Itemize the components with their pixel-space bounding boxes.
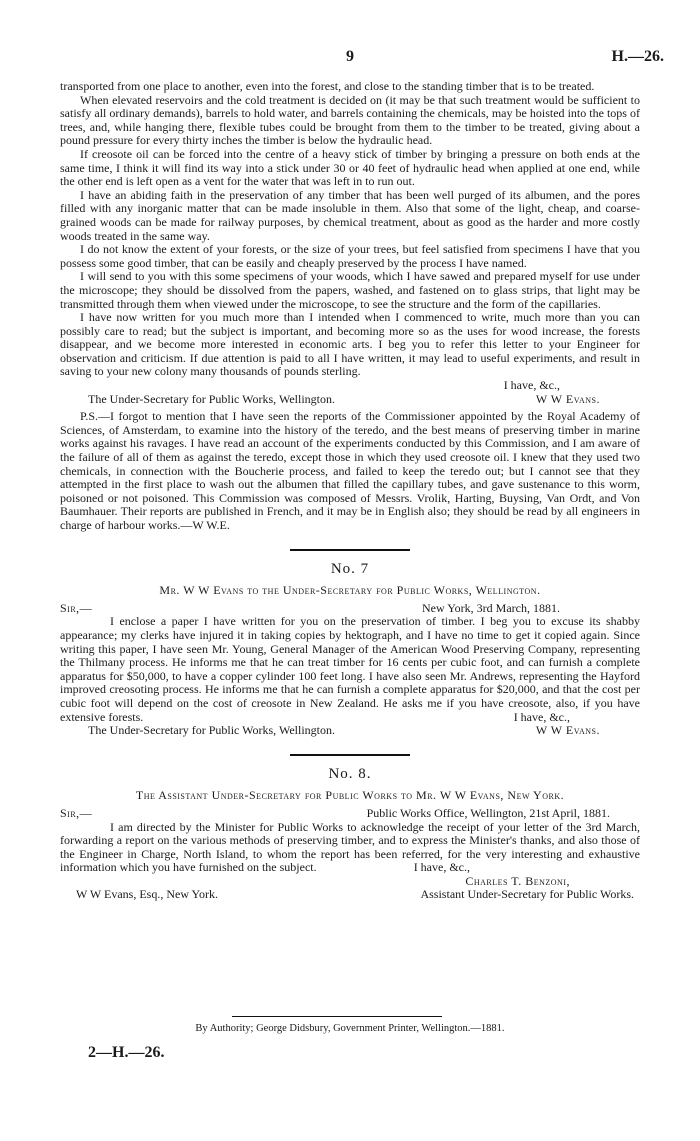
paragraph: I will send to you with this some specimens of your woods, which I have sawed and prepared myself for use under the microscope; they should be dissolved from the papers, washed, and fastened on to glass strips, that light may be transmitted through them when viewed under the microscope, to see the structure and the form of the capillaries. <box>60 269 640 311</box>
paragraph: I enclose a paper I have written for you on the preservation of timber. I beg you to excuse its shabby appearance; my clerks have injured it in taking copies by hektograph, and I have no time to get it copied again. Since writing this paper, I have seen Mr. Young, General Manager of the American Wood Preserving Company, representing the Thilmany process. He informs me that he can treat timber for 16 cents per cubic foot, and can furnish a complete apparatus for $50,000, to have a copper cylinder 100 feet long. I have also seen Mr. Andrews, representing the Hayford improved creosoting process. He informs me that he can furnish a complete apparatus for $20,000, and that the cost per cubic foot will depend on the cost of creosote in New Zealand. He asks me if you have creosote, also, if you have extensive forests. <box>60 614 640 724</box>
paragraph: I am directed by the Minister for Public Works to acknowledge the receipt of your letter of the 3rd March, forwarding a report on the various methods of preserving timber, and to express the Minister's thanks, and also those of the Engineer in Charge, North Island, to whom the report has been referred, for the very interesting and exhaustive information which you have furnished on the subject. <box>60 819 640 875</box>
paragraph: If creosote oil can be forced into the centre of a heavy stick of timber by bringing a pressure on both ends at the same time, I think it will find its way into a stick under 30 or 40 feet of hydraulic head when applied at one end, while the other end is left open as a vent for the water that was left in to run out. <box>60 146 640 189</box>
letter-number: No. 8. <box>328 765 372 782</box>
signature: W W Evans. <box>535 391 600 406</box>
sign-off-row <box>60 393 640 407</box>
salutation-row <box>60 602 640 616</box>
closing: I have, &c., <box>513 709 570 724</box>
footer-divider <box>232 1016 442 1017</box>
place-date: Public Works Office, Wellington, 21st April, 1881. <box>366 805 610 820</box>
paragraph: I do not know the extent of your forests, or the size of your trees, but feel satisfied from specimens I have that you possess some good timber, that can be easily and cheaply preserved by the process I have named. <box>60 242 640 270</box>
paper-reference: H.—26. <box>611 48 664 65</box>
postscript: P.S.—I forgot to mention that I have seen the reports of the Commissioner appointed by the Royal Academy of Sciences, of Amsterdam, to examine into the history of the teredo, and the best means of preserving timber in marine works against his ravages. I have read an account of the experiments conducted by this Commission, and I am aware of the failure of all of them as against the teredo, except those in which they used creosote oil. I knew that they used two chemicals, in connection with the Boucherie process, and failed to keep the teredo out; but I cannot see that they attempted in the first place to wash out the albumen that filled the capillary tubes, and gave sustenance to this worm, poisoned or not poisoned. This Commission was composed of Messrs. Vrolik, Harting, Buysing, Van Ordt, and Von Baumhauer. Their reports are published in French, and it may be in English also; they should be read by all engineers in charge of harbour works.—W W.E. <box>60 409 640 532</box>
closing: I have, &c., <box>503 378 560 393</box>
sign-off-row <box>60 888 640 902</box>
paragraph: transported from one place to another, even into the forest, and close to the standing timber that is to be treated. <box>60 79 595 93</box>
signatory-title: Assistant Under-Secretary for Public Works. <box>420 887 634 902</box>
letter-number: No. 7 <box>330 560 370 577</box>
letter-title: The Assistant Under-Secretary for Public Works to Mr. W W Evans, New York. <box>135 788 565 803</box>
sign-off-row <box>60 724 640 738</box>
signature: W W Evans. <box>535 723 600 738</box>
signatory: Charles T. Benzoni, <box>465 873 570 888</box>
section-divider <box>290 754 410 756</box>
page-number: 9 <box>346 48 354 65</box>
salutation: Sir,— <box>60 600 93 615</box>
paragraph: I have now written for you much more than I intended when I commenced to write, much more than you can possibly care to read; but the subject is important, and becoming more so as the uses for wood increase, the forests disappear, and we become more interested in economic arts. I beg you to refer this letter to your Engineer for observation and criticism. If due attention is paid to all I have written, it may lead to useful experiments, and result in saving to your new colony many thousands of pounds sterling. <box>60 310 640 379</box>
paragraph: When elevated reservoirs and the cold treatment is decided on (it may be that such treatment would be sufficient to satisfy all ordinary demands), barrels to hold water, and barrels containing the chemicals, may be hoisted into the tops of trees, and, while hanging there, flexible tubes could be brought from them to the timber to be treated, giving about a pound pressure for every thirty inches the timber is below the hydraulic head. <box>60 92 640 148</box>
addressee: The Under-Secretary for Public Works, Wellington. <box>88 723 335 738</box>
document-body <box>60 80 640 902</box>
addressee: W W Evans, Esq., New York. <box>76 887 219 902</box>
salutation-row <box>60 807 640 821</box>
printer-imprint: By Authority; George Didsbury, Government Printer, Wellington.—1881. <box>195 1023 505 1034</box>
place-date: New York, 3rd March, 1881. <box>422 600 560 615</box>
addressee: The Under-Secretary for Public Works, Wellington. <box>88 391 335 406</box>
signature-mark: 2—H.—26. <box>88 1044 165 1061</box>
salutation: Sir,— <box>60 805 93 820</box>
letter-title: Mr. W W Evans to the Under-Secretary for Public Works, Wellington. <box>159 583 541 598</box>
paragraph: I have an abiding faith in the preservation of any timber that has been well purged of its albumen, and the pores filled with any inorganic matter that can be made insoluble in them. Also that some of the light, cheap, and coarse-grained woods can be made for railway purposes, by chemical treatment, about as good as the harder and more costly woods treated in the same way. <box>60 187 640 243</box>
closing: I have, &c., <box>413 860 470 875</box>
section-divider <box>290 549 410 551</box>
